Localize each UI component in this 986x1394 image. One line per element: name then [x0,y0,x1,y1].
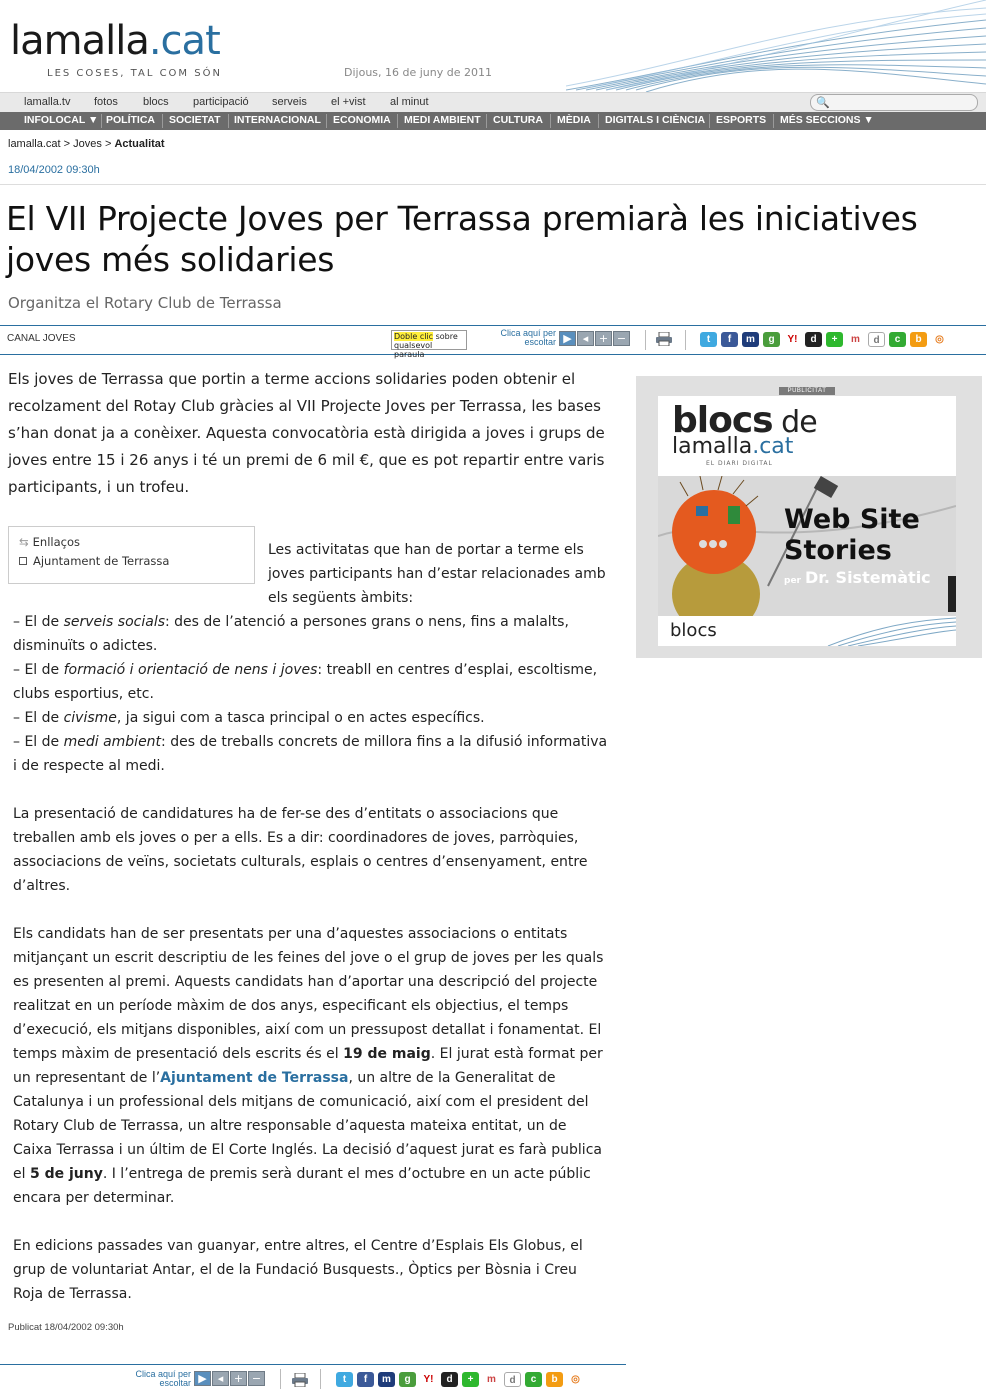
section-divider [550,114,551,128]
article-lead: Els joves de Terrassa que portin a terme accions solidaries poden obtenir el recolzament del Rotay Club gràcies al VII Projecte Joves per Terrassa, les bases s’han donat ja a conèixer. Aquesta convocatòria està dirigida a joves i grups de joves entre 15 i 26 anys i té un premi de 6 mil €, que es pot repartir entre varis participants, i un trofeu. [8,370,605,496]
sections-bar [0,112,986,130]
facebook-icon[interactable]: f [721,332,738,347]
section-cultura[interactable]: CULTURA [493,114,543,126]
current-date: Dijous, 16 de juny de 2011 [344,66,492,79]
section-esports[interactable]: ESPORTS [716,114,767,126]
section-infolocal[interactable]: INFOLOCAL ▼ [24,114,99,126]
site-header [0,0,986,92]
divider [0,184,986,185]
logo-tld: .cat [148,18,220,64]
article-toolbar-bottom [0,1364,626,1393]
ad-sidebar [636,376,982,658]
toolbar-divider [645,330,646,350]
printer-icon[interactable] [655,332,673,346]
breadcrumb-home[interactable]: lamalla.cat [8,138,61,150]
published-date: Publicat 18/04/2002 09:30h [8,1322,124,1333]
link-ajuntament-inline[interactable]: Ajuntament de Terrassa [160,1070,349,1086]
breadcrumb-separator: > [104,138,112,150]
list-item: – El de formació i orientació de nens i joves: treabll en centres d’esplai, escoltisme, clubs esportius, etc. [13,662,598,702]
rss-icon[interactable]: ◎ [931,332,948,347]
related-links-box [8,526,255,584]
section-mes-seccions[interactable]: MÉS SECCIONS ▼ [780,114,874,126]
breadcrumb-separator: > [63,138,71,150]
section-divider [101,114,102,128]
technorati-icon[interactable]: c [525,1372,542,1387]
facebook-icon[interactable]: f [357,1372,374,1387]
audio-controls [194,1371,265,1386]
section-internacional[interactable]: INTERNACIONAL [234,114,321,126]
share-icons [700,332,948,347]
site-tagline: LES COSES, TAL COM SÓN [47,68,222,79]
bullet-icon [19,557,27,565]
section-divider [326,114,327,128]
addthis-icon[interactable]: + [462,1372,479,1387]
link-ajuntament[interactable] [19,554,169,568]
plus-icon[interactable]: + [230,1371,247,1386]
article-toolbar [0,325,986,359]
double-click-dictionary-hint[interactable] [391,330,467,359]
double-click-highlight: Doble clic [394,332,434,341]
section-politica[interactable]: POLÍTICA [106,114,155,126]
topnav-blocs[interactable]: blocs [143,96,169,108]
ad-banner[interactable] [658,396,956,646]
section-digitals-i-ciencia[interactable]: DIGITALS I CIÈNCIA [605,114,706,126]
ad-author: per Dr. Sistemàtic [784,568,931,587]
ad-footer-blocs: blocs [670,620,717,641]
ad-label: PUBLICITAT [779,387,835,395]
links-title [19,535,80,549]
search-icon[interactable]: 🔍 [816,96,830,109]
printer-icon[interactable] [291,1373,309,1387]
play-icon[interactable]: ▶ [194,1371,211,1386]
rss-icon[interactable]: ◎ [567,1372,584,1387]
blogger-icon[interactable]: b [546,1372,563,1387]
myspace-icon[interactable]: m [378,1372,395,1387]
volume-icon[interactable]: ◂ [212,1371,229,1386]
list-item: – El de medi ambient: des de treballs concrets de millora fins a la difusió informativa i de respecte al medi. [13,734,608,774]
header-waves-decoration [566,0,986,92]
twitter-icon[interactable]: t [336,1372,353,1387]
section-divider [397,114,398,128]
ad-image [658,476,956,616]
channel-label: CANAL JOVES [7,333,76,344]
link-label: Ajuntament de Terrassa [33,554,170,568]
section-societat[interactable]: SOCIETAT [169,114,221,126]
breadcrumb [8,138,165,150]
delicious-icon[interactable]: d [441,1372,458,1387]
section-media[interactable]: MÈDIA [557,114,591,126]
meneame-icon[interactable]: m [483,1372,500,1387]
meneame-icon[interactable]: m [847,332,864,347]
delicious-icon[interactable]: d [805,332,822,347]
listen-label: Clica aquí per escoltar [500,328,556,347]
topnav-lamalla-tv[interactable]: lamalla.tv [24,96,71,108]
site-logo[interactable] [10,18,220,64]
topnav-fotos[interactable]: fotos [94,96,118,108]
blogger-icon[interactable]: b [910,332,927,347]
article-list [13,610,609,778]
links-arrow-icon: ⇆ [19,535,29,549]
ad-tagline: EL DIARI DIGITAL [706,460,773,467]
article-intro: Les activitatas que han de portar a terme els joves participants han d’estar relacionades amb els següents àmbits: [268,542,606,606]
top-navigation [0,92,986,113]
double-click-text: sobre qualsevol paraula [394,332,458,359]
toolbar-divider [685,330,686,350]
myspace-icon[interactable]: m [742,332,759,347]
ad-lamalla-logo: lamalla.cat [672,434,794,459]
section-divider [228,114,229,128]
article-subtitle: Organitza el Rotary Club de Terrassa [8,294,282,312]
list-item: – El de civisme, ja sigui com a tasca principal o en actes específics. [13,710,485,726]
section-divider [598,114,599,128]
listen-label: Clica aquí per escoltar [135,1369,191,1388]
yahoo-icon[interactable]: Y! [420,1372,437,1387]
section-divider [162,114,163,128]
google-icon[interactable]: g [399,1372,416,1387]
minus-icon[interactable]: − [613,331,630,346]
plus-icon[interactable]: + [595,331,612,346]
article-paragraph: Els candidats han de ser presentats per una d’aquestes associacions o entitats mitjançant un escrit descriptiu de les feines del jove o el grup de joves per les quals es presenten al premi. Aquests candidats han d’aportar una descripció del projecte realitzat en un període màxim de dos anys, especificant els objectius, el temps d’execució, els mitjans disponibles, així com un pressupost detallat i fonamentat. El temps màxim de presentació dels escrits és el 19 de maig. El jurat està format per un representant de l’Ajuntament de Terrassa, un altre de la Generalitat de Catalunya i un professional dels mitjans de comunicació, així com el president del Rotary Club de Terrassa, un altre responsable d’aquesta mateixa entitat, un de Caixa Terrassa i un últim de El Corte Inglés. La decisió d’aquest jurat es farà publica el 5 de juny. I l’entrega de premis serà durant el mes d’octubre en un acte públic encara per determinar. [13,926,604,1206]
topnav-el-mes-vist[interactable]: el +vist [331,96,366,108]
google-icon[interactable]: g [763,332,780,347]
audio-controls [559,331,630,346]
yahoo-icon[interactable]: Y! [784,332,801,347]
technorati-icon[interactable]: c [889,332,906,347]
play-icon[interactable]: ▶ [559,331,576,346]
volume-icon[interactable]: ◂ [577,331,594,346]
digg-icon[interactable]: d [868,332,885,347]
logo-text: lamalla [10,18,149,64]
digg-icon[interactable]: d [504,1372,521,1387]
ad-blocs-title: blocs de [672,400,817,441]
article-title: El VII Projecte Joves per Terrassa premiarà les iniciatives joves més solidaries [6,199,918,279]
section-divider [773,114,774,128]
article-paragraph: En edicions passades van guanyar, entre altres, el Centre d’Esplais Els Globus, el grup de voluntariat Antar, el de la Fundació Busquests., Òptics per Bòsnia i Creu Roja de Terrassa. [13,1238,583,1302]
share-icons [336,1372,584,1387]
topnav-serveis[interactable]: serveis [272,96,307,108]
ad-web-site-stories: Web Site Stories [784,504,920,566]
breadcrumb-current: Actualitat [114,138,165,150]
section-divider [486,114,487,128]
addthis-icon[interactable]: + [826,332,843,347]
article-timestamp: 18/04/2002 09:30h [8,164,100,176]
twitter-icon[interactable]: t [700,332,717,347]
topnav-participacio[interactable]: participació [193,96,249,108]
toolbar-divider [280,1369,281,1389]
search-input[interactable] [810,94,978,111]
toolbar-divider [320,1369,321,1389]
links-title-text: Enllaços [32,535,80,549]
section-medi-ambient[interactable]: MEDI AMBIENT [404,114,481,126]
article-paragraph: La presentació de candidatures ha de fer-se des d’entitats o associacions que treballen amb els joves o per a ells. Es a dir: coordinadores de joves, parròquies, associacions de veïns, societats culturals, esplais o centres d’ensenyament, entre d’altres. [13,806,588,894]
topnav-al-minut[interactable]: al minut [390,96,429,108]
minus-icon[interactable]: − [248,1371,265,1386]
section-divider [709,114,710,128]
list-item: – El de serveis socials: des de l’atenció a persones grans o nens, fins a malalts, disminuïts o adictes. [13,614,569,654]
breadcrumb-section[interactable]: Joves [73,138,102,150]
section-economia[interactable]: ECONOMIA [333,114,391,126]
